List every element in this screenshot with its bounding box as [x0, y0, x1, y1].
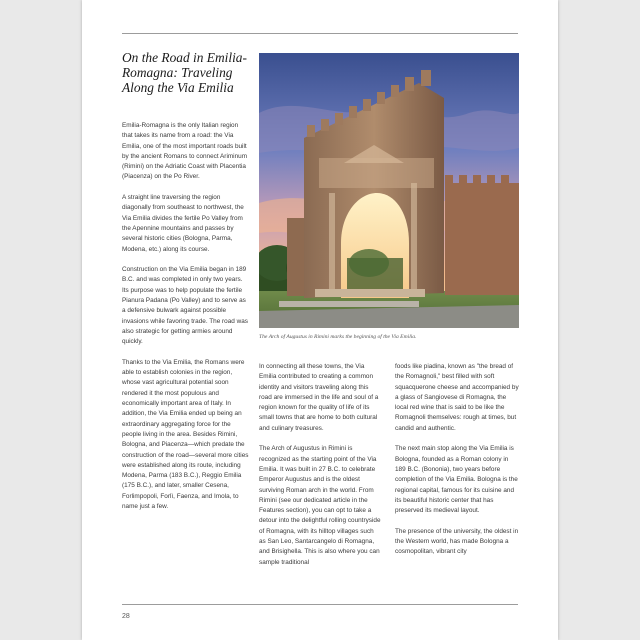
paragraph: Construction on the Via Emilia began in 189 B.C. and was completed in only two years. Its purpose was to help populate the fertile Pianura Padana (Po Valley) and to serve as a defensive bulwark against possible invasions while favoring trade. The road was also strategic for getting armies around quickly.	[122, 266, 248, 346]
paragraph: The next main stop along the Via Emilia is Bologna, founded as a Roman colony in 189 B.C. (Bononia), two years before completion of the Via Emilia. Bologna is the regional capital, famous for its cuisine and its beautiful historic center that has preserved its medieval layout.	[395, 445, 518, 515]
magazine-page	[82, 0, 558, 640]
arch-of-augustus-photo	[259, 53, 519, 328]
paragraph: In connecting all these towns, the Via Emilia contributed to creating a common identity and visitors traveling along this road are immersed in the life and soul of a region known for the quality of life of its small towns that are home to both cultural and culinary treasures.	[259, 363, 379, 432]
page-number: 28	[122, 613, 130, 620]
bottom-rule	[122, 604, 518, 605]
paragraph: Emilia-Romagna is the only Italian region that takes its name from a road: the Via Emilia, one of the most important roads built by the ancient Romans to connect Ariminum (Rimini) on the Adriatic Coast with Placentia (Piacenza) on the Po River.	[122, 122, 248, 181]
text-column-3	[395, 362, 519, 568]
paragraph: foods like piadina, known as "the bread of the Romagnoli," best filled with soft squacquerone cheese and accompanied by a glass of Sangiovese di Romagna, the local red wine that is said to be like the Romagnoli themselves: rough at times, but candid and authentic.	[395, 363, 519, 432]
top-rule	[122, 33, 518, 34]
paragraph: A straight line traversing the region diagonally from southeast to northwest, the Via Emilia divides the fertile Po Valley from the Apennine mountains and passes by several historic cities (Bologna, Parma, Modena, etc.) along its course.	[122, 194, 244, 253]
text-column-1	[122, 121, 250, 523]
photo-caption: The Arch of Augustus in Rimini marks the beginning of the Via Emilia.	[259, 334, 417, 340]
text-column-2	[259, 362, 381, 578]
article-title: On the Road in Emilia-Romagna: Traveling Along the Via Emilia	[122, 50, 247, 95]
paragraph: Thanks to the Via Emilia, the Romans were able to establish colonies in the region, whose vast agricultural potential soon rendered it the most populous and economically important area of Italy. In addition, the Via Emilia ended up being an extraordinary aggregating force for the people living in the area. Besides Rimini, Bologna, and Piacenza—which predate the construction of the road—several more cities were established along its route, including Modena, Parma (183 B.C.), Reggio Emilia (175 B.C.), and later, smaller Cesena, Forlimpopoli, Forlì, Faenza, and Imola, to name just a few.	[122, 358, 249, 510]
paragraph: The presence of the university, the oldest in the Western world, has made Bologna a cosmopolitan, vibrant city	[395, 527, 519, 556]
paragraph: The Arch of Augustus in Rimini is recognized as the starting point of the Via Emilia. It was built in 27 B.C. to celebrate Emperor Augustus and is the oldest surviving Roman arch in the world. From Rimini (see our dedicated article in the Features section), you can opt to take a detour into the delightful rolling countryside of Romagna, with its hilltop villages such as San Leo, Santarcangelo di Romagna, and Brisighella. This is also where you can sample traditional	[259, 445, 381, 566]
